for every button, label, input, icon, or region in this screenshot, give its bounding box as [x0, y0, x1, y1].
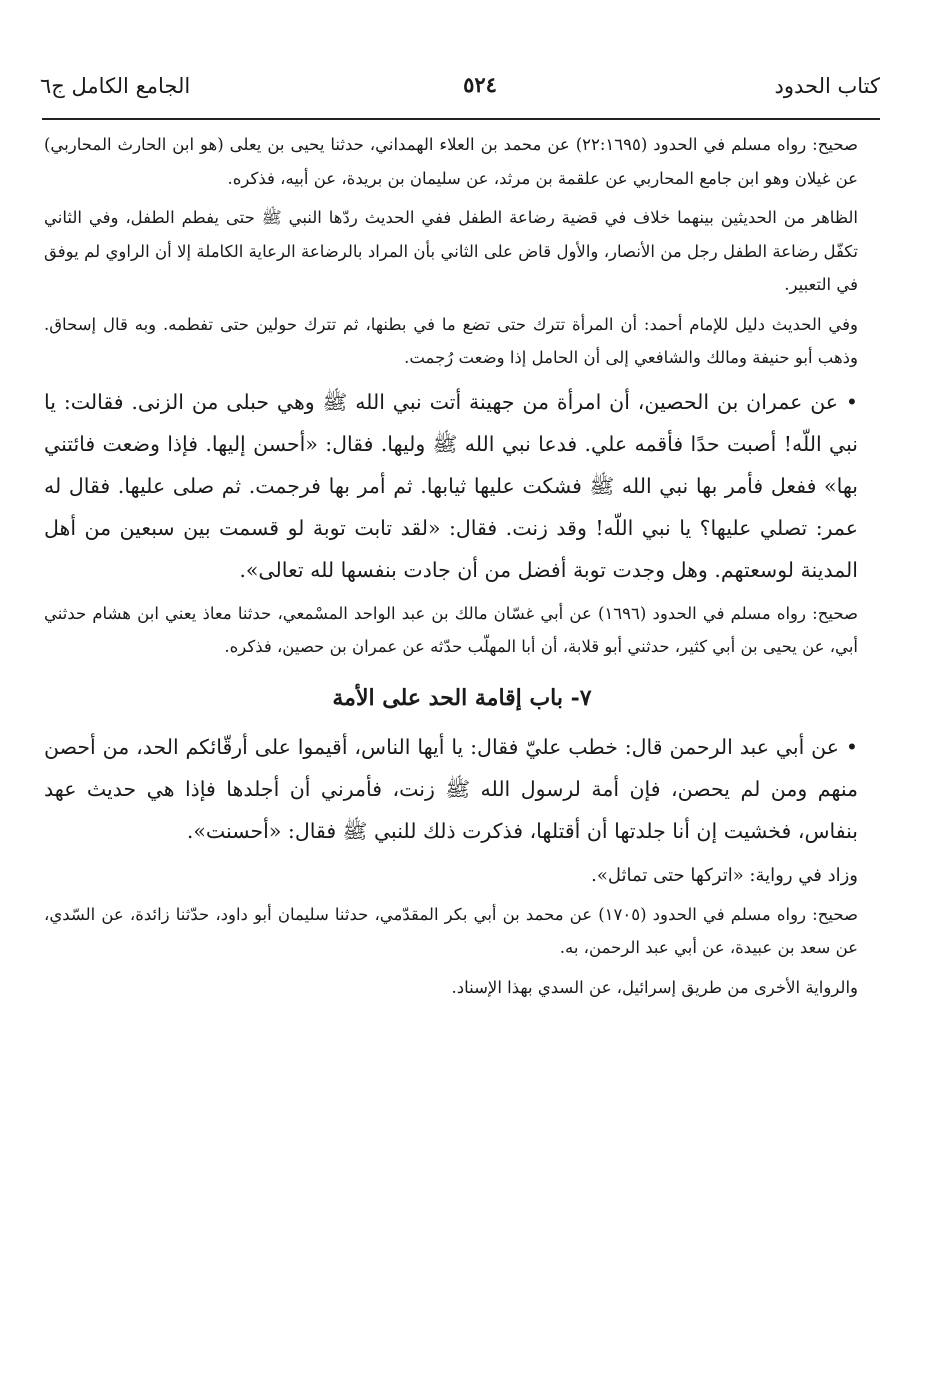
header-rule [42, 118, 880, 120]
page-header [40, 66, 880, 106]
takhrij-paragraph: صحيح: رواه مسلم في الحدود (٢٢:١٦٩٥) عن محمد بن العلاء الهمداني، حدثنا يحيى بن يعلى (هو ابن الحارث المحاربي) عن غيلان وهو ابن جامع المحاربي عن علقمة بن مرثد، عن سليمان بن بريدة، عن أبيه، فذكره. [44, 135, 859, 188]
page-number: ٥٢٤ [463, 72, 497, 97]
commentary-paragraph: وفي الحديث دليل للإمام أحمد: أن المرأة تترك حتى تضع ما في بطنها، ثم تترك حولين حتى تفطمه. وبه قال إسحاق. وذهب أبو حنيفة ومالك والشافعي إلى أن الحامل إذا وضعت رُجمت. [44, 314, 858, 367]
page-body [44, 128, 880, 1010]
hadith-addition: وزاد في رواية: «اتركها حتى تماثل». [591, 864, 858, 886]
commentary-paragraph: الظاهر من الحديثين بينهما خلاف في قضية رضاعة الطفل ففي الحديث ردّها النبي ﷺ حتى يفطم الطفل، وفي الثاني تكفّل رضاعة الطفل رجل من الأنصار، والأول قاض على الثاني بأن المراد بالرضاعة الرعاية الكاملة إلا أن الراوي لم يوفق في التعبير. [44, 208, 858, 294]
takhrij-paragraph: صحيح: رواه مسلم في الحدود (١٦٩٦) عن أبي غسّان مالك بن عبد الواحد المسْمعي، حدثنا معاذ يعني ابن هشام حدثني أبي، عن يحيى بن أبي كثير، حدثني أبو قلابة، أن أبا المهلّب حدّثه عن عمران بن حصين، فذكره. [44, 603, 858, 656]
hadith-text: • عن عمران بن الحصين، أن امرأة من جهينة أتت نبي الله ﷺ وهي حبلى من الزنى. فقالت: يا نبي اللّه! أصبت حدًا فأقمه علي. فدعا نبي الله ﷺ وليها. فقال: «أحسن إليها. فإذا وضعت فائتني بها» ففعل فأمر بها نبي الله ﷺ فشكت عليها ثيابها. ثم أمر بها فرجمت. ثم صلى عليها. فقال له عمر: تصلي عليها؟ يا نبي اللّه! وقد زنت. فقال: «لقد تابت توبة لو قسمت بين سبعين من أهل المدينة لوسعتهم. وهل وجدت توبة أفضل من أن جادت بنفسها لله تعالى». [44, 389, 858, 582]
running-title-book: الجامع الكامل ج٦ [40, 74, 191, 98]
chapter-heading: ٧- باب إقامة الحد على الأمة [332, 684, 592, 711]
takhrij-paragraph: والرواية الأخرى من طريق إسرائيل، عن السدي بهذا الإسناد. [451, 977, 858, 997]
takhrij-paragraph: صحيح: رواه مسلم في الحدود (١٧٠٥) عن محمد بن أبي بكر المقدّمي، حدثنا سليمان أبو داود، حدّثنا زائدة، عن السّدي، عن سعد بن عبيدة، عن أبي عبد الرحمن، به. [44, 904, 858, 957]
running-title-section: كتاب الحدود [774, 74, 880, 98]
hadith-text: • عن أبي عبد الرحمن قال: خطب عليّ فقال: يا أيها الناس، أقيموا على أرقّائكم الحد، من أحصن منهم ومن لم يحصن، فإن أمة لرسول الله ﷺ زنت، فأمرني أن أجلدها فإذا هي حديث عهد بنفاس، فخشيت إن أنا جلدتها أن أقتلها، فذكرت ذلك للنبي ﷺ فقال: «أحسنت». [44, 734, 858, 843]
